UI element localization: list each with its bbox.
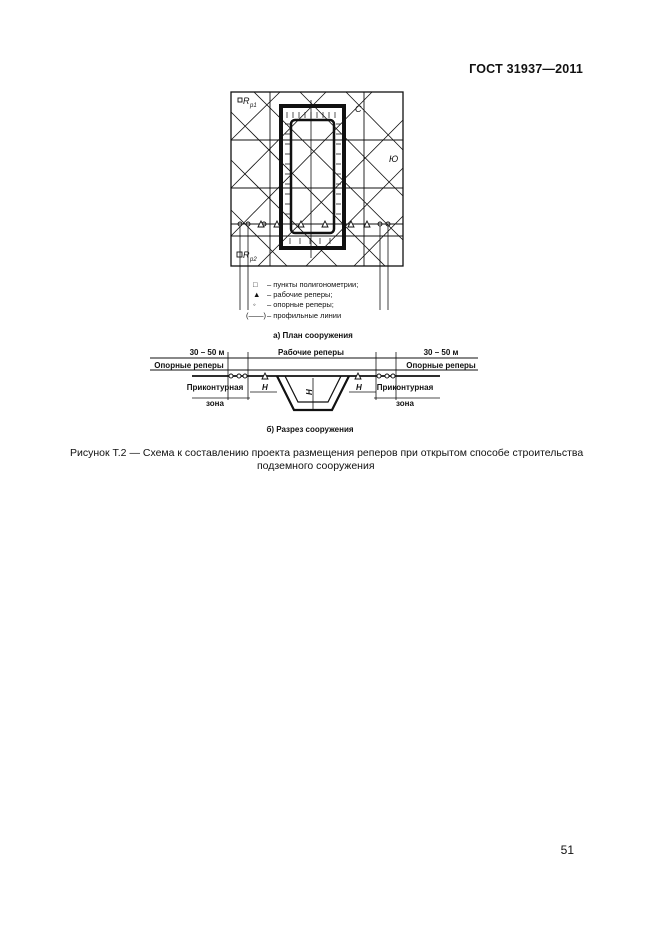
legend-text-working: – рабочие реперы; bbox=[267, 290, 333, 299]
legend-text-profile: – профильные линии bbox=[267, 311, 342, 320]
support-left: Опорные реперы bbox=[154, 361, 224, 370]
label-io: Ю bbox=[389, 154, 399, 164]
zone-left-2: зона bbox=[206, 399, 224, 408]
legend-symbol-polygon: □ bbox=[253, 280, 258, 289]
legend-symbol-support: ◦ bbox=[253, 300, 256, 309]
rp2-sub-label: p2 bbox=[250, 257, 257, 263]
standard-header: ГОСТ 31937—2011 bbox=[469, 62, 583, 76]
legend-text-support: – опорные реперы; bbox=[267, 300, 334, 309]
support-right: Опорные реперы bbox=[406, 361, 476, 370]
figure-drawing bbox=[0, 0, 661, 440]
zone-right-1: Приконтурная bbox=[376, 383, 434, 392]
h-right: H bbox=[356, 383, 362, 392]
figure-caption-line1: Рисунок Т.2 — Схема к составлению проекта размещения реперов при открытом способе строительства bbox=[70, 447, 584, 459]
section-caption: б) Разрез сооружения bbox=[266, 425, 354, 434]
working-benchmarks: Рабочие реперы bbox=[278, 348, 344, 357]
label-c: C bbox=[355, 104, 362, 114]
dist-left: 30 – 50 м bbox=[189, 348, 225, 357]
rp1-sub-label: p1 bbox=[250, 103, 257, 109]
rp1-label: R bbox=[243, 96, 250, 106]
figure-caption bbox=[70, 447, 590, 473]
rp2-label: R bbox=[243, 250, 250, 260]
plan-legend bbox=[246, 280, 358, 320]
dist-right: 30 – 50 м bbox=[423, 348, 459, 357]
h-mid: H bbox=[305, 389, 314, 395]
legend-symbol-working: ▲ bbox=[253, 290, 261, 299]
h-left: H bbox=[262, 383, 268, 392]
plan-drawing bbox=[231, 92, 403, 310]
plan-caption: а) План сооружения bbox=[273, 331, 353, 340]
legend-text-polygon: – пункты полигонометрии; bbox=[267, 280, 359, 289]
page-number: 51 bbox=[560, 843, 574, 857]
zone-left-1: Приконтурная bbox=[186, 383, 244, 392]
zone-right-2: зона bbox=[396, 399, 414, 408]
figure-caption-line2: подземного сооружения bbox=[257, 460, 375, 472]
legend-symbol-profile: (——) bbox=[246, 311, 266, 320]
